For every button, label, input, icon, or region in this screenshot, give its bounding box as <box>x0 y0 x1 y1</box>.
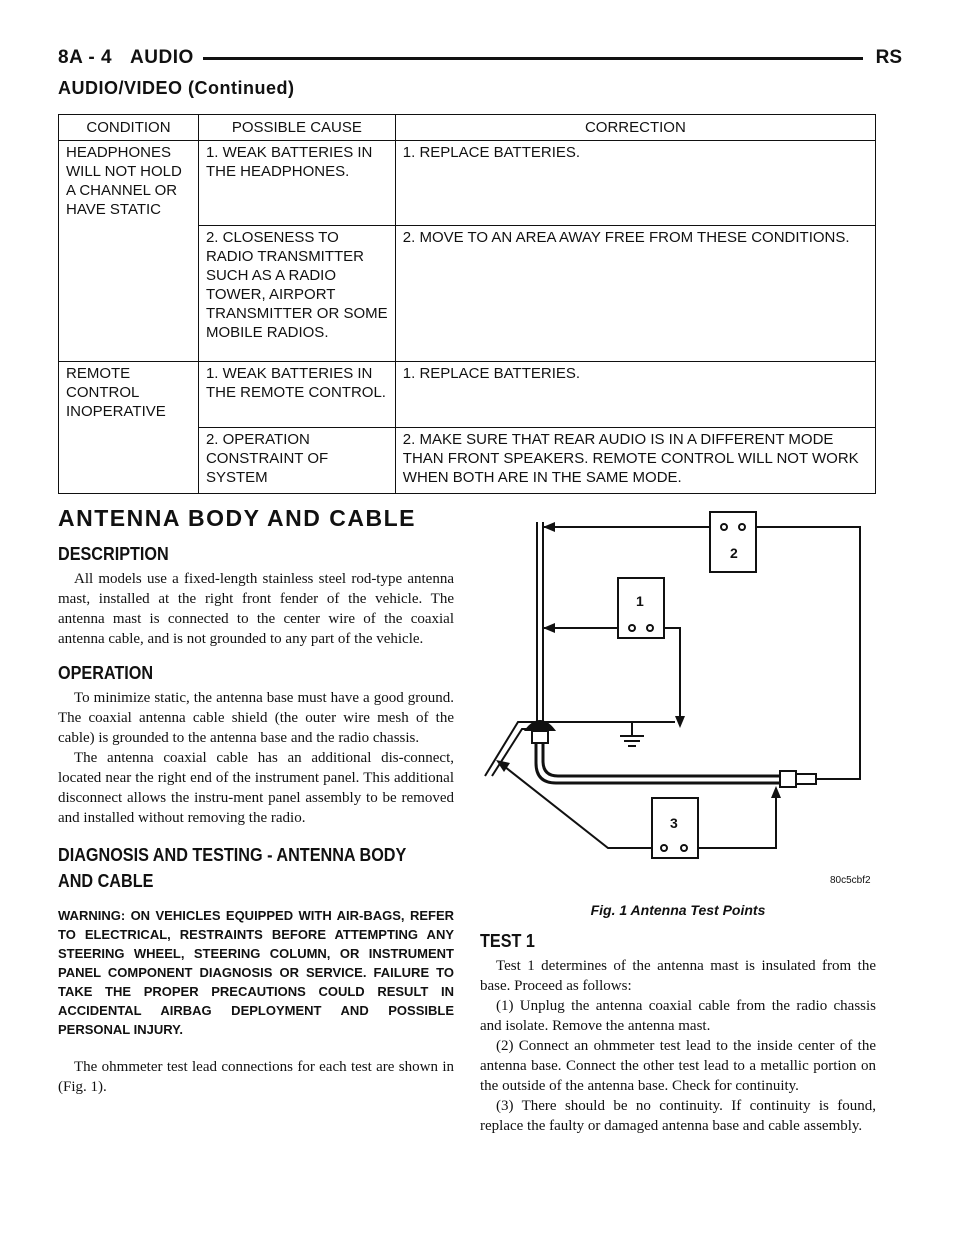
figure-code: 80c5cbf2 <box>830 875 871 886</box>
table-header-row <box>59 115 876 141</box>
header-rule <box>203 57 863 60</box>
test-meter-2 <box>710 512 756 572</box>
model-code: RS <box>875 47 902 68</box>
table-row <box>59 226 876 362</box>
cause-cell: 2. OPERATION CONSTRAINT OF SYSTEM <box>198 428 395 494</box>
figure-caption: Fig. 1 Antenna Test Points <box>590 902 766 918</box>
operation-paragraph: The antenna coaxial cable has an additional dis-connect, located near the right end of the instrument panel. This additional disconnect allows the instru-ment panel assembly to be removed and installed without removing the radio. <box>58 750 454 826</box>
operation-paragraph: To minimize static, the antenna base must have a good ground. The coaxial antenna cable shield (the outer wire mesh of the cable) is grounded to the antenna base and the radio chassis. <box>58 690 454 746</box>
section-title: AUDIO <box>130 47 194 68</box>
description-text: All models use a fixed-length stainless steel rod-type antenna mast, installed at the right front fender of the vehicle. The antenna mast is connected to the center wire of the coaxial antenna cable, and is not grounded to any part of the vehicle. <box>58 571 454 647</box>
correction-cell: 1. REPLACE BATTERIES. <box>395 141 875 226</box>
figure-label-3: 3 <box>670 815 678 831</box>
test-1-step: (3) There should be no continuity. If continuity is found, replace the faulty or damaged antenna base and cable assembly. <box>480 1098 876 1134</box>
ohmmeter-note: The ohmmeter test lead connections for each test are shown in (Fig. 1). <box>58 1059 454 1095</box>
correction-cell: 1. REPLACE BATTERIES. <box>395 362 875 428</box>
fender-outline <box>485 722 675 776</box>
cause-cell: 2. CLOSENESS TO RADIO TRANSMITTER SUCH AS A RADIO TOWER, AIRPORT TRANSMITTER OR SOME MOBILE RADIOS. <box>198 226 395 362</box>
test-1-intro: Test 1 determines of the antenna mast is insulated from the base. Proceed as follows: <box>480 958 876 994</box>
header-condition: CONDITION <box>59 115 199 141</box>
figure-label-1: 1 <box>636 593 644 609</box>
condition-cell: HEADPHONES WILL NOT HOLD A CHANNEL OR HAVE STATIC <box>59 141 199 226</box>
test-1-step: (2) Connect an ohmmeter test lead to the inside center of the antenna base. Connect the other test lead to a metallic portion on the outside of the antenna base. Check for continuity. <box>480 1038 876 1094</box>
description-heading: DESCRIPTION <box>58 544 169 564</box>
section-heading: ANTENNA BODY AND CABLE <box>58 505 416 531</box>
diagnosis-table <box>58 114 876 494</box>
condition-cell <box>59 226 199 362</box>
test-1-heading: TEST 1 <box>480 931 535 951</box>
condition-cell: REMOTE CONTROL INOPERATIVE <box>59 362 199 428</box>
test-1-step: (1) Unplug the antenna coaxial cable from the radio chassis and isolate. Remove the antenna mast. <box>480 998 876 1034</box>
page-header <box>58 47 194 69</box>
table-row <box>59 362 876 428</box>
diagnosis-heading: DIAGNOSIS AND TESTING - ANTENNA BODY AND CABLE <box>58 845 407 891</box>
continued-heading: AUDIO/VIDEO (Continued) <box>58 78 295 98</box>
cause-cell: 1. WEAK BATTERIES IN THE HEADPHONES. <box>198 141 395 226</box>
page-number: 8A - 4 <box>58 47 113 68</box>
antenna-test-diagram <box>480 508 876 898</box>
condition-cell <box>59 428 199 494</box>
table-row <box>59 428 876 494</box>
airbag-warning: WARNING: ON VEHICLES EQUIPPED WITH AIR-BAGS, REFER TO ELECTRICAL, RESTRAINTS BEFORE ATTEMPTING ANY STEERING WHEEL, STEERING COLUMN, OR INSTRUMENT PANEL COMPONENT DIAGNOSIS OR SERVICE. FAILURE TO TAKE THE PROPER PRECAUTIONS COULD RESULT IN ACCIDENTAL AIRBAG DEPLOYMENT AND POSSIBLE PERSONAL INJURY. <box>58 908 454 1037</box>
figure-label-2: 2 <box>730 545 738 561</box>
cable-connector <box>780 771 796 787</box>
table-row <box>59 141 876 226</box>
left-column <box>58 505 454 1097</box>
operation-heading: OPERATION <box>58 663 154 683</box>
cause-cell: 1. WEAK BATTERIES IN THE REMOTE CONTROL. <box>198 362 395 428</box>
correction-cell: 2. MAKE SURE THAT REAR AUDIO IS IN A DIFFERENT MODE THAN FRONT SPEAKERS. REMOTE CONTROL WILL NOT WORK WHEN BOTH ARE IN THE SAME MODE. <box>395 428 875 494</box>
right-column <box>480 925 876 1136</box>
correction-cell: 2. MOVE TO AN AREA AWAY FREE FROM THESE CONDITIONS. <box>395 226 875 362</box>
header-possible-cause: POSSIBLE CAUSE <box>198 115 395 141</box>
header-correction: CORRECTION <box>395 115 875 141</box>
